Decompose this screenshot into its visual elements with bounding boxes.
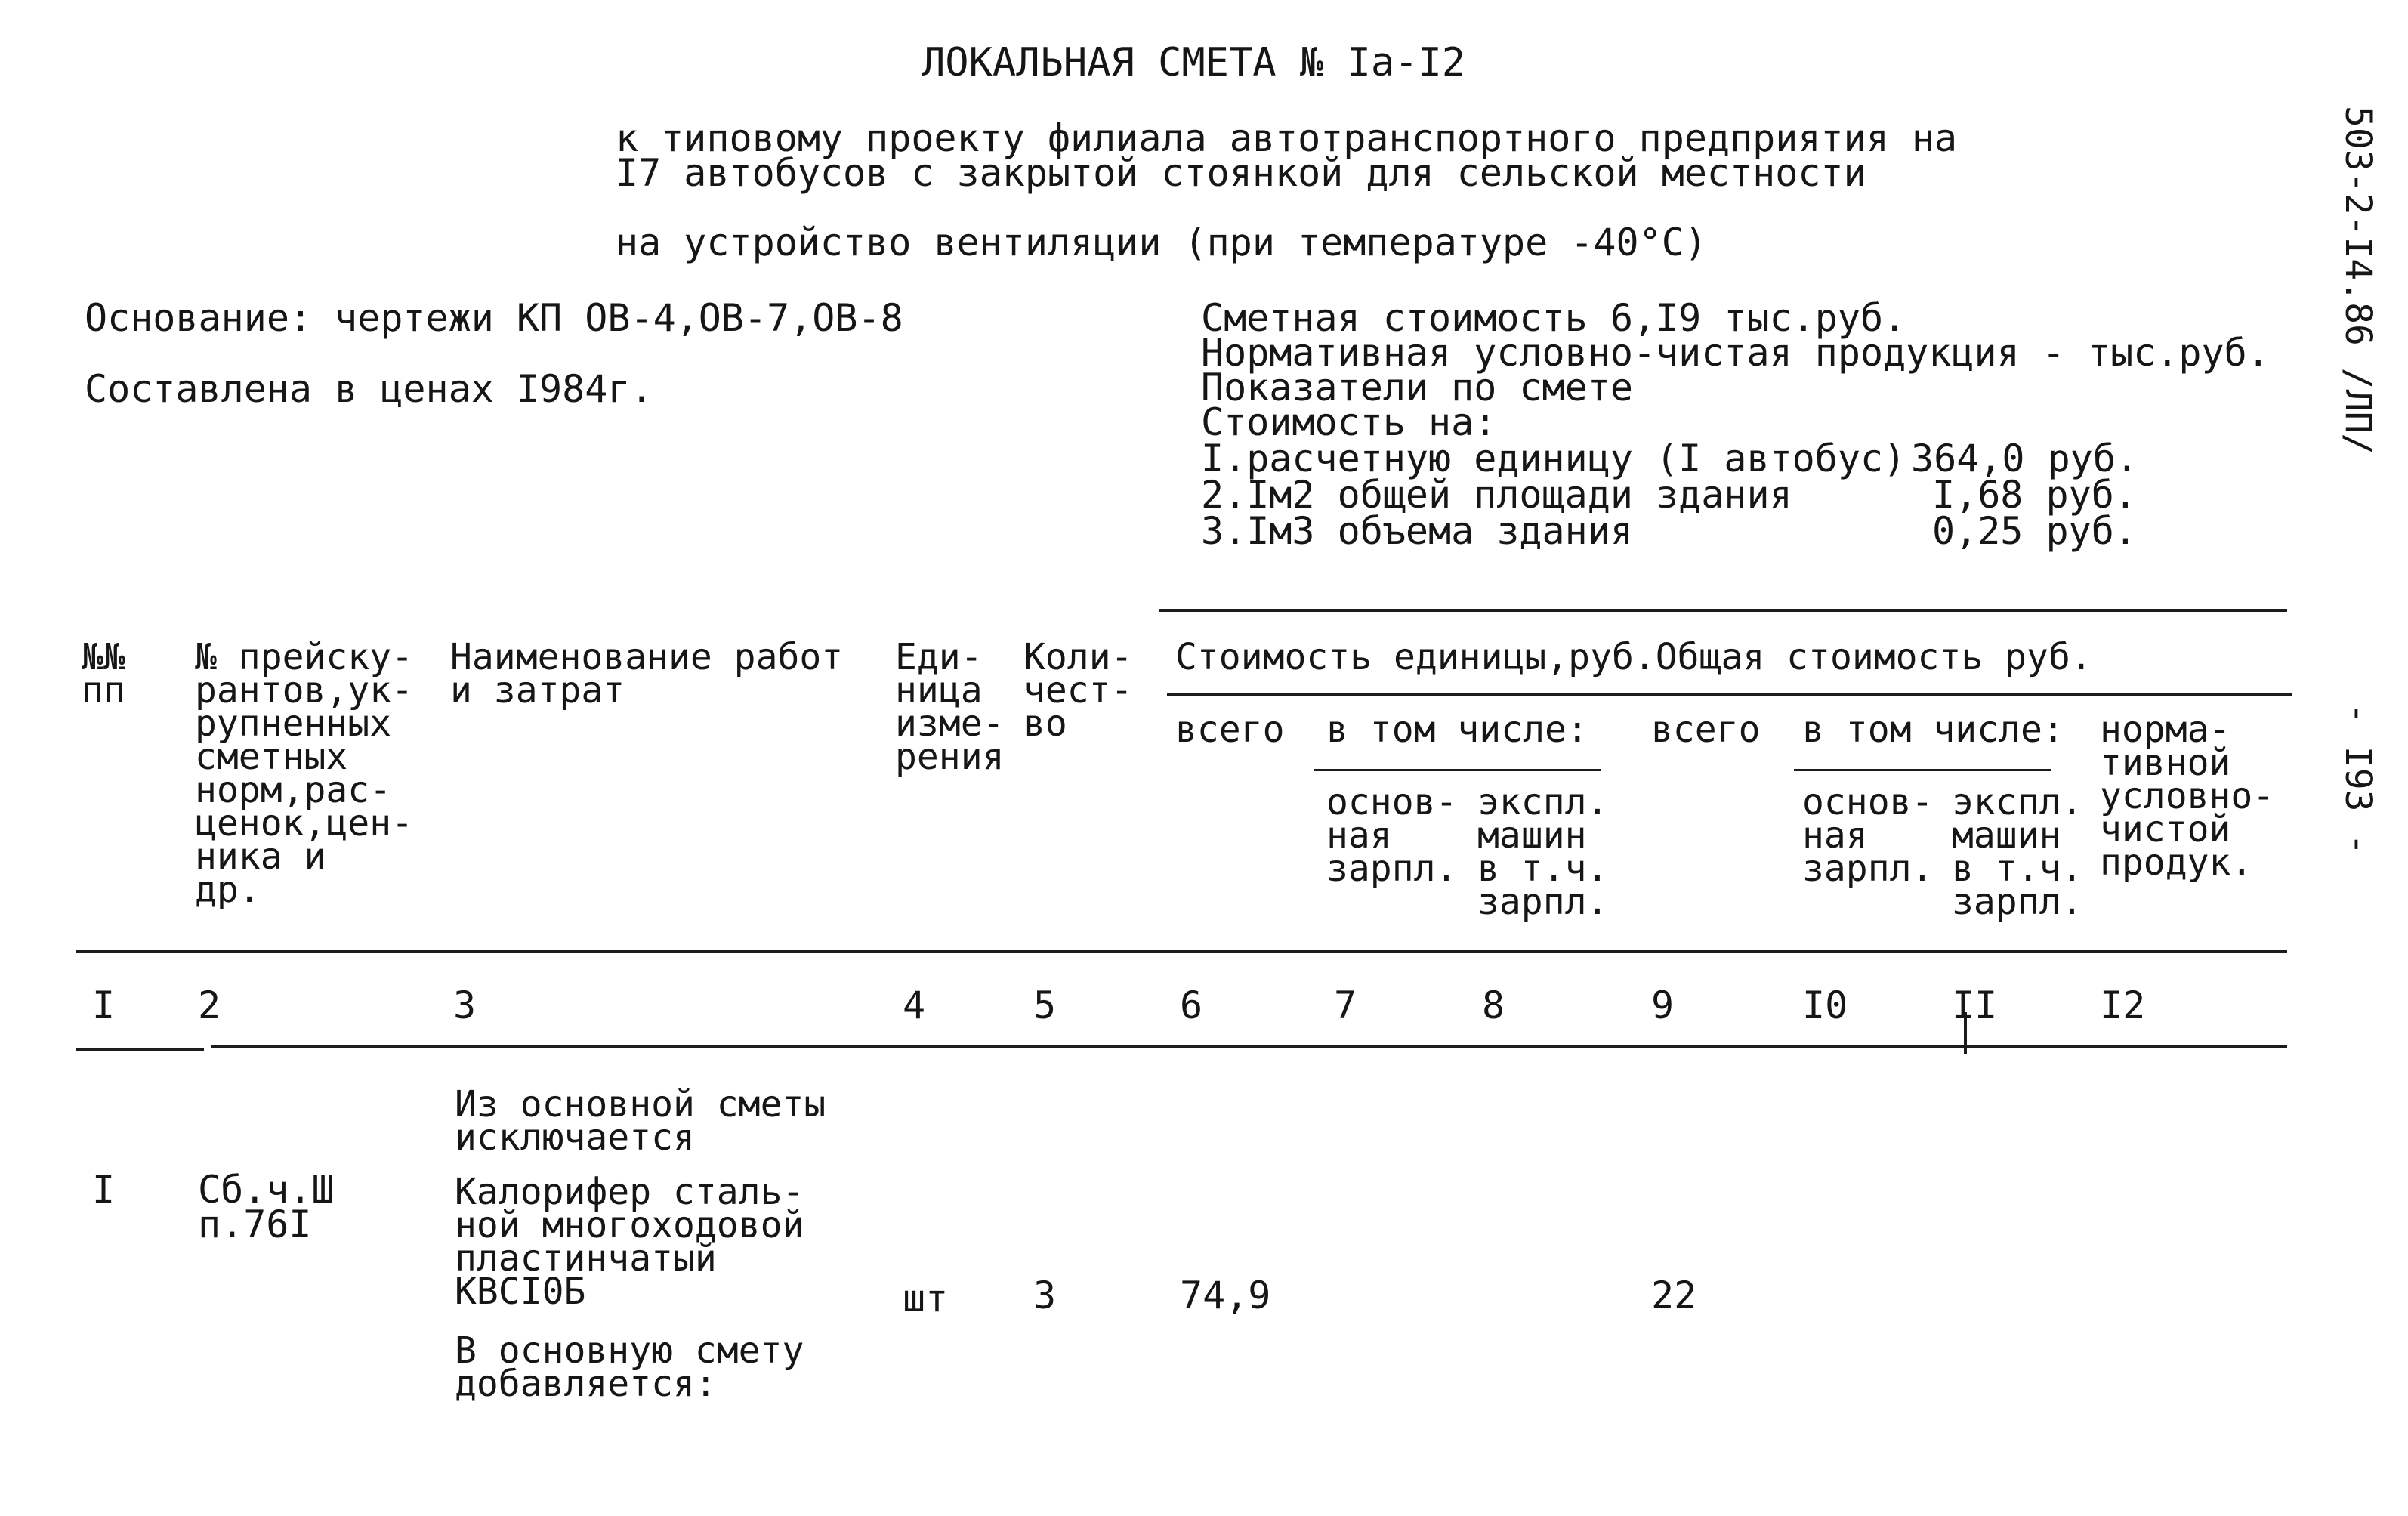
- estimate-purpose: на устройство вентиляции (при температуре -40°С): [616, 221, 1707, 264]
- indicator-label: 2.Iм2 общей площади здания: [1201, 473, 1792, 517]
- indicator-label: 3.Iм3 объема здания: [1201, 509, 1633, 553]
- subtitle-line-1: к типовому проекту филиала автотранспортного предприятия на: [616, 116, 1958, 160]
- col-header-qty: Коли- чест- во: [1023, 636, 1133, 745]
- col-header-unit: Еди- ница изме- рения: [895, 636, 1005, 778]
- indicator-value: 364,0 руб.: [1911, 437, 2139, 480]
- side-code: 503-2-I4.86 /ЛП/: [2337, 106, 2379, 455]
- col-header-total-incl: в том числе:: [1802, 709, 2064, 751]
- col-header-unit-total: всего: [1175, 709, 1285, 751]
- unit-incl-rule: [1314, 769, 1601, 771]
- col-number: 2: [198, 983, 221, 1027]
- row-quantity: 3: [1033, 1274, 1057, 1317]
- estimated-cost: Сметная стоимость 6,I9 тыс.руб.: [1201, 296, 1906, 340]
- indicator-value: 0,25 руб.: [1932, 509, 2137, 553]
- basis-drawings: Основание: чертежи КП ОВ-4,ОВ-7,ОВ-8: [85, 296, 903, 340]
- col-header-unit-machines: экспл. машин в т.ч. зарпл.: [1477, 781, 1609, 923]
- row-name: Калорифер сталь- ной многоходовой пластинчатый КВСI0Б: [455, 1171, 804, 1313]
- col-header-ref: № прейску- рантов,ук- рупненных сметных норм,рас- ценок,цен- ника и др.: [195, 636, 413, 911]
- cost-on-label: Стоимость на:: [1201, 400, 1497, 444]
- col-header-unit-incl: в том числе:: [1326, 709, 1588, 751]
- row-unit: шт: [903, 1277, 949, 1320]
- basis-prices: Составлена в ценах I984г.: [85, 367, 653, 411]
- col-number: 7: [1334, 983, 1357, 1027]
- indicators-label: Показатели по смете: [1201, 366, 1633, 409]
- col-number: 4: [903, 983, 926, 1027]
- excluded-label: Из основной сметы исключается: [455, 1083, 826, 1159]
- document-title: ЛОКАЛЬНАЯ СМЕТА № Iа-I2: [922, 40, 1466, 85]
- col-number: 8: [1482, 983, 1505, 1027]
- col-header-total-wage: основ- ная зарпл.: [1802, 781, 1934, 890]
- col-header-num: №№ пп: [82, 636, 125, 712]
- col-number: 9: [1651, 983, 1675, 1027]
- header-bottom-rule: [76, 950, 2287, 953]
- col-number: II: [1952, 983, 1998, 1027]
- page-number: - I93 -: [2337, 702, 2379, 856]
- col-header-cost-group: Стоимость единицы,руб.Общая стоимость руб.: [1175, 636, 2092, 678]
- col-header-unit-wage: основ- ная зарпл.: [1326, 781, 1458, 890]
- row-unit-cost: 74,9: [1180, 1274, 1271, 1317]
- added-label: В основную смету добавляется:: [455, 1329, 804, 1405]
- group-header-rule: [1167, 693, 2292, 696]
- col-number: 5: [1033, 983, 1057, 1027]
- indicator-value: I,68 руб.: [1932, 473, 2137, 517]
- col-header-name: Наименование работ и затрат: [450, 636, 844, 712]
- subtitle-line-2: I7 автобусов с закрытой стоянкой для сельской местности: [616, 151, 1866, 195]
- col-numbers-rule-dashed: [76, 1048, 204, 1051]
- col-number: 3: [453, 983, 477, 1027]
- col-number: I2: [2100, 983, 2146, 1027]
- col-header-total-machines: экспл. машин в т.ч. зарпл.: [1952, 781, 2083, 923]
- normative-product: Нормативная условно-чистая продукция - тыс.руб.: [1201, 331, 2270, 375]
- table-top-rule: [1159, 609, 2287, 612]
- col-number: I0: [1802, 983, 1848, 1027]
- col-numbers-rule: [211, 1045, 2287, 1048]
- total-incl-rule: [1794, 769, 2051, 771]
- row-number: I: [92, 1168, 116, 1212]
- indicator-label: I.расчетную единицу (I автобус): [1201, 437, 1906, 480]
- row-total-cost: 22: [1651, 1274, 1697, 1317]
- col-header-norm-product: норма- тивной условно- чистой продук.: [2100, 709, 2275, 884]
- row-reference: Сб.ч.Ш п.76I: [198, 1168, 335, 1246]
- col-header-total-total: всего: [1651, 709, 1761, 751]
- col-number: 6: [1180, 983, 1203, 1027]
- col-number: I: [92, 983, 116, 1027]
